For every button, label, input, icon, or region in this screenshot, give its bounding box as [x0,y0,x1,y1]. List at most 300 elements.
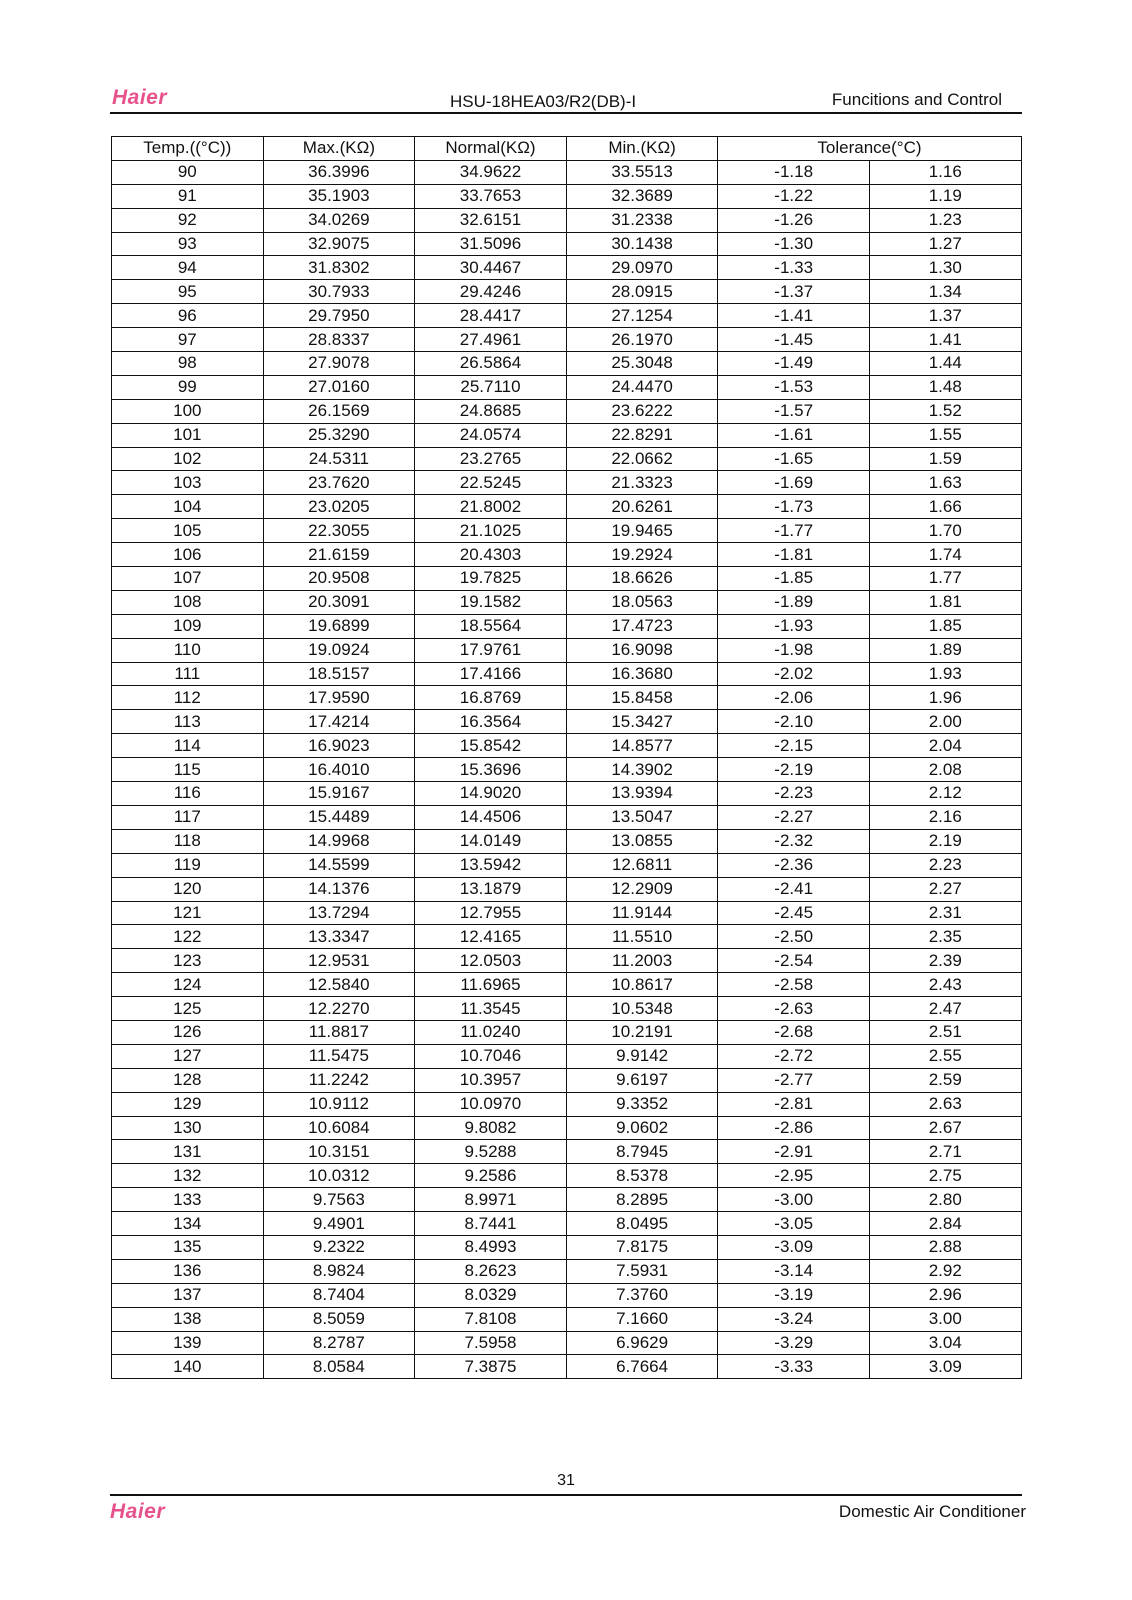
cell-max: 11.8817 [263,1020,415,1044]
cell-max: 15.9167 [263,782,415,806]
cell-tolerance-low: -1.26 [718,208,870,232]
footer-title: Domestic Air Conditioner [838,1502,1026,1521]
cell-normal: 10.3957 [415,1068,567,1092]
cell-max: 35.1903 [263,184,415,208]
header-tolerance: Tolerance(°C) [718,137,1021,161]
cell-tolerance-low: -1.49 [718,352,870,376]
table-row [112,686,1022,710]
cell-normal: 9.2586 [415,1164,567,1188]
cell-max: 8.0584 [263,1355,415,1379]
cell-max: 10.9112 [263,1092,415,1116]
cell-tolerance-high: 1.37 [869,304,1021,328]
table-row [112,782,1022,806]
table-row [112,328,1022,352]
cell-tolerance-high: 2.35 [869,925,1021,949]
cell-tolerance-high: 2.00 [869,710,1021,734]
cell-tolerance-low: -3.24 [718,1307,870,1331]
cell-tolerance-low: -2.95 [718,1164,870,1188]
cell-max: 11.2242 [263,1068,415,1092]
cell-temp: 121 [112,901,264,925]
table-row [112,1212,1022,1236]
cell-min: 23.6222 [566,399,718,423]
cell-tolerance-high: 1.66 [869,495,1021,519]
cell-min: 18.0563 [566,590,718,614]
cell-max: 10.6084 [263,1116,415,1140]
cell-temp: 135 [112,1235,264,1259]
cell-min: 19.2924 [566,543,718,567]
cell-tolerance-high: 1.23 [869,208,1021,232]
cell-max: 17.9590 [263,686,415,710]
cell-tolerance-low: -1.81 [718,543,870,567]
cell-tolerance-high: 2.59 [869,1068,1021,1092]
cell-temp: 103 [112,471,264,495]
cell-max: 25.3290 [263,423,415,447]
cell-temp: 138 [112,1307,264,1331]
cell-tolerance-low: -3.33 [718,1355,870,1379]
cell-temp: 118 [112,829,264,853]
cell-tolerance-high: 3.09 [869,1355,1021,1379]
cell-max: 31.8302 [263,256,415,280]
cell-min: 10.5348 [566,997,718,1021]
cell-min: 7.1660 [566,1307,718,1331]
cell-min: 22.0662 [566,447,718,471]
cell-tolerance-low: -1.22 [718,184,870,208]
table-row [112,423,1022,447]
cell-tolerance-low: -2.23 [718,782,870,806]
cell-temp: 124 [112,973,264,997]
cell-tolerance-low: -2.36 [718,853,870,877]
cell-max: 20.3091 [263,590,415,614]
cell-temp: 97 [112,328,264,352]
table-row [112,853,1022,877]
cell-temp: 95 [112,280,264,304]
cell-min: 33.5513 [566,160,718,184]
table-row [112,1307,1022,1331]
cell-tolerance-low: -1.37 [718,280,870,304]
thermistor-resistance-table [111,136,1022,1379]
table-row [112,997,1022,1021]
cell-min: 7.3760 [566,1283,718,1307]
cell-max: 11.5475 [263,1044,415,1068]
table-body [112,160,1022,1378]
cell-max: 23.0205 [263,495,415,519]
table-row [112,567,1022,591]
cell-temp: 111 [112,662,264,686]
table-row [112,1331,1022,1355]
cell-tolerance-high: 1.16 [869,160,1021,184]
cell-max: 13.3347 [263,925,415,949]
cell-normal: 15.8542 [415,734,567,758]
table-row [112,1140,1022,1164]
cell-normal: 12.4165 [415,925,567,949]
cell-min: 16.3680 [566,662,718,686]
haier-logo-footer: Haier [110,1500,166,1523]
table-row [112,734,1022,758]
cell-tolerance-high: 1.52 [869,399,1021,423]
section-title: Funcitions and Control [831,90,1002,109]
header-min: Min.(KΩ) [566,137,718,161]
cell-temp: 115 [112,758,264,782]
cell-tolerance-low: -1.18 [718,160,870,184]
cell-max: 27.0160 [263,375,415,399]
cell-tolerance-high: 1.55 [869,423,1021,447]
cell-normal: 12.7955 [415,901,567,925]
cell-normal: 8.4993 [415,1235,567,1259]
table-row [112,184,1022,208]
cell-tolerance-high: 2.84 [869,1212,1021,1236]
cell-max: 12.2270 [263,997,415,1021]
cell-max: 9.7563 [263,1188,415,1212]
cell-temp: 106 [112,543,264,567]
cell-normal: 23.2765 [415,447,567,471]
cell-min: 28.0915 [566,280,718,304]
cell-normal: 26.5864 [415,352,567,376]
cell-normal: 21.1025 [415,519,567,543]
cell-tolerance-low: -1.98 [718,638,870,662]
cell-tolerance-low: -2.32 [718,829,870,853]
cell-tolerance-high: 1.77 [869,567,1021,591]
cell-tolerance-low: -1.33 [718,256,870,280]
cell-temp: 101 [112,423,264,447]
table-row [112,758,1022,782]
cell-tolerance-low: -2.02 [718,662,870,686]
cell-max: 10.0312 [263,1164,415,1188]
cell-normal: 16.8769 [415,686,567,710]
cell-min: 31.2338 [566,208,718,232]
cell-tolerance-low: -2.41 [718,877,870,901]
table-row [112,1020,1022,1044]
cell-normal: 9.8082 [415,1116,567,1140]
cell-normal: 7.3875 [415,1355,567,1379]
cell-tolerance-low: -2.81 [718,1092,870,1116]
cell-tolerance-high: 2.63 [869,1092,1021,1116]
cell-normal: 17.9761 [415,638,567,662]
cell-normal: 16.3564 [415,710,567,734]
cell-normal: 18.5564 [415,614,567,638]
cell-max: 10.3151 [263,1140,415,1164]
cell-tolerance-high: 1.89 [869,638,1021,662]
cell-tolerance-high: 1.44 [869,352,1021,376]
cell-normal: 25.7110 [415,375,567,399]
cell-tolerance-high: 1.70 [869,519,1021,543]
table-row [112,973,1022,997]
table-row [112,543,1022,567]
table-row [112,710,1022,734]
cell-temp: 109 [112,614,264,638]
cell-temp: 108 [112,590,264,614]
cell-temp: 122 [112,925,264,949]
page-number: 31 [557,1472,575,1489]
cell-tolerance-high: 2.88 [869,1235,1021,1259]
cell-max: 13.7294 [263,901,415,925]
cell-normal: 13.5942 [415,853,567,877]
cell-temp: 107 [112,567,264,591]
cell-normal: 14.9020 [415,782,567,806]
cell-tolerance-low: -1.69 [718,471,870,495]
cell-tolerance-low: -2.68 [718,1020,870,1044]
cell-tolerance-low: -2.63 [718,997,870,1021]
table-row [112,614,1022,638]
cell-temp: 99 [112,375,264,399]
cell-temp: 132 [112,1164,264,1188]
table-row [112,590,1022,614]
cell-min: 11.5510 [566,925,718,949]
cell-normal: 8.0329 [415,1283,567,1307]
cell-tolerance-low: -3.29 [718,1331,870,1355]
cell-max: 9.2322 [263,1235,415,1259]
cell-normal: 7.8108 [415,1307,567,1331]
cell-max: 16.9023 [263,734,415,758]
cell-tolerance-high: 1.93 [869,662,1021,686]
cell-tolerance-high: 2.55 [869,1044,1021,1068]
cell-normal: 28.4417 [415,304,567,328]
cell-normal: 10.7046 [415,1044,567,1068]
cell-temp: 116 [112,782,264,806]
cell-min: 13.0855 [566,829,718,853]
cell-normal: 30.4467 [415,256,567,280]
cell-temp: 91 [112,184,264,208]
cell-tolerance-high: 1.81 [869,590,1021,614]
cell-temp: 131 [112,1140,264,1164]
cell-tolerance-low: -2.86 [718,1116,870,1140]
cell-tolerance-high: 2.96 [869,1283,1021,1307]
cell-normal: 29.4246 [415,280,567,304]
table-row [112,1235,1022,1259]
cell-normal: 21.8002 [415,495,567,519]
cell-tolerance-high: 2.67 [869,1116,1021,1140]
cell-min: 27.1254 [566,304,718,328]
cell-min: 18.6626 [566,567,718,591]
table-header-row [112,137,1022,161]
cell-tolerance-high: 2.43 [869,973,1021,997]
cell-normal: 9.5288 [415,1140,567,1164]
cell-temp: 140 [112,1355,264,1379]
table-row [112,208,1022,232]
cell-min: 22.8291 [566,423,718,447]
cell-max: 12.9531 [263,949,415,973]
cell-min: 19.9465 [566,519,718,543]
cell-tolerance-high: 1.27 [869,232,1021,256]
table-row [112,1068,1022,1092]
cell-tolerance-high: 2.47 [869,997,1021,1021]
cell-normal: 7.5958 [415,1331,567,1355]
cell-temp: 119 [112,853,264,877]
table-row [112,805,1022,829]
cell-temp: 113 [112,710,264,734]
cell-max: 23.7620 [263,471,415,495]
cell-min: 9.6197 [566,1068,718,1092]
table-row [112,901,1022,925]
cell-max: 8.9824 [263,1259,415,1283]
cell-min: 29.0970 [566,256,718,280]
cell-temp: 94 [112,256,264,280]
cell-tolerance-low: -2.54 [718,949,870,973]
cell-tolerance-low: -1.85 [718,567,870,591]
cell-min: 6.7664 [566,1355,718,1379]
table-row [112,829,1022,853]
cell-max: 36.3996 [263,160,415,184]
cell-tolerance-high: 2.12 [869,782,1021,806]
cell-tolerance-high: 2.16 [869,805,1021,829]
table-row [112,662,1022,686]
cell-tolerance-low: -1.30 [718,232,870,256]
cell-normal: 19.7825 [415,567,567,591]
cell-max: 26.1569 [263,399,415,423]
cell-tolerance-high: 1.34 [869,280,1021,304]
cell-min: 9.0602 [566,1116,718,1140]
cell-min: 9.9142 [566,1044,718,1068]
cell-tolerance-high: 1.30 [869,256,1021,280]
cell-tolerance-low: -2.27 [718,805,870,829]
cell-normal: 24.0574 [415,423,567,447]
cell-max: 16.4010 [263,758,415,782]
cell-tolerance-low: -2.19 [718,758,870,782]
cell-temp: 100 [112,399,264,423]
table-row [112,1355,1022,1379]
cell-min: 13.9394 [566,782,718,806]
table-row [112,256,1022,280]
cell-tolerance-high: 1.19 [869,184,1021,208]
cell-tolerance-high: 1.41 [869,328,1021,352]
cell-tolerance-low: -1.57 [718,399,870,423]
cell-normal: 11.0240 [415,1020,567,1044]
cell-temp: 126 [112,1020,264,1044]
header-rule [110,112,1022,114]
cell-temp: 125 [112,997,264,1021]
cell-min: 8.5378 [566,1164,718,1188]
cell-tolerance-high: 2.75 [869,1164,1021,1188]
haier-logo: Haier [112,86,168,109]
table-row [112,925,1022,949]
cell-tolerance-high: 1.96 [869,686,1021,710]
table-row [112,638,1022,662]
cell-max: 8.7404 [263,1283,415,1307]
table-row [112,1164,1022,1188]
cell-normal: 17.4166 [415,662,567,686]
cell-max: 34.0269 [263,208,415,232]
cell-tolerance-low: -1.61 [718,423,870,447]
cell-min: 8.0495 [566,1212,718,1236]
table-row [112,447,1022,471]
cell-tolerance-low: -3.09 [718,1235,870,1259]
cell-tolerance-high: 2.27 [869,877,1021,901]
cell-tolerance-low: -1.73 [718,495,870,519]
cell-min: 24.4470 [566,375,718,399]
cell-tolerance-high: 1.48 [869,375,1021,399]
cell-min: 30.1438 [566,232,718,256]
cell-tolerance-high: 2.08 [869,758,1021,782]
cell-temp: 117 [112,805,264,829]
table-row [112,232,1022,256]
cell-min: 9.3352 [566,1092,718,1116]
cell-max: 14.5599 [263,853,415,877]
cell-temp: 102 [112,447,264,471]
cell-tolerance-low: -2.72 [718,1044,870,1068]
cell-tolerance-high: 1.85 [869,614,1021,638]
header-temp: Temp.((°C)) [112,137,264,161]
cell-normal: 27.4961 [415,328,567,352]
cell-tolerance-high: 2.31 [869,901,1021,925]
cell-tolerance-low: -1.89 [718,590,870,614]
cell-normal: 11.6965 [415,973,567,997]
cell-tolerance-low: -1.45 [718,328,870,352]
cell-temp: 92 [112,208,264,232]
cell-min: 16.9098 [566,638,718,662]
cell-tolerance-low: -2.06 [718,686,870,710]
cell-min: 26.1970 [566,328,718,352]
cell-tolerance-high: 2.92 [869,1259,1021,1283]
cell-tolerance-low: -2.58 [718,973,870,997]
cell-max: 12.5840 [263,973,415,997]
cell-tolerance-high: 1.74 [869,543,1021,567]
cell-tolerance-high: 1.63 [869,471,1021,495]
cell-min: 8.2895 [566,1188,718,1212]
cell-max: 18.5157 [263,662,415,686]
header-normal: Normal(KΩ) [415,137,567,161]
cell-min: 17.4723 [566,614,718,638]
cell-normal: 31.5096 [415,232,567,256]
cell-max: 20.9508 [263,567,415,591]
cell-max: 9.4901 [263,1212,415,1236]
cell-min: 11.2003 [566,949,718,973]
cell-tolerance-low: -1.41 [718,304,870,328]
cell-max: 15.4489 [263,805,415,829]
cell-tolerance-high: 3.04 [869,1331,1021,1355]
cell-max: 14.1376 [263,877,415,901]
table-row [112,519,1022,543]
table-row [112,471,1022,495]
table-row [112,280,1022,304]
table-row [112,1188,1022,1212]
table-row [112,1044,1022,1068]
cell-min: 12.6811 [566,853,718,877]
cell-min: 15.8458 [566,686,718,710]
cell-tolerance-low: -1.53 [718,375,870,399]
cell-temp: 120 [112,877,264,901]
cell-normal: 8.7441 [415,1212,567,1236]
cell-min: 6.9629 [566,1331,718,1355]
cell-tolerance-low: -3.05 [718,1212,870,1236]
model-number: HSU-18HEA03/R2(DB)-I [450,92,637,111]
table-row [112,1092,1022,1116]
cell-normal: 13.1879 [415,877,567,901]
table-row [112,160,1022,184]
cell-normal: 14.0149 [415,829,567,853]
cell-temp: 139 [112,1331,264,1355]
cell-max: 27.9078 [263,352,415,376]
cell-max: 22.3055 [263,519,415,543]
cell-tolerance-low: -1.77 [718,519,870,543]
cell-temp: 133 [112,1188,264,1212]
cell-temp: 129 [112,1092,264,1116]
cell-tolerance-high: 2.71 [869,1140,1021,1164]
cell-temp: 98 [112,352,264,376]
cell-tolerance-low: -2.77 [718,1068,870,1092]
cell-normal: 24.8685 [415,399,567,423]
cell-min: 14.8577 [566,734,718,758]
cell-min: 13.5047 [566,805,718,829]
cell-normal: 12.0503 [415,949,567,973]
cell-max: 30.7933 [263,280,415,304]
cell-temp: 137 [112,1283,264,1307]
table-row [112,375,1022,399]
cell-normal: 15.3696 [415,758,567,782]
cell-temp: 130 [112,1116,264,1140]
cell-temp: 93 [112,232,264,256]
table-row [112,495,1022,519]
cell-min: 14.3902 [566,758,718,782]
cell-tolerance-low: -3.19 [718,1283,870,1307]
